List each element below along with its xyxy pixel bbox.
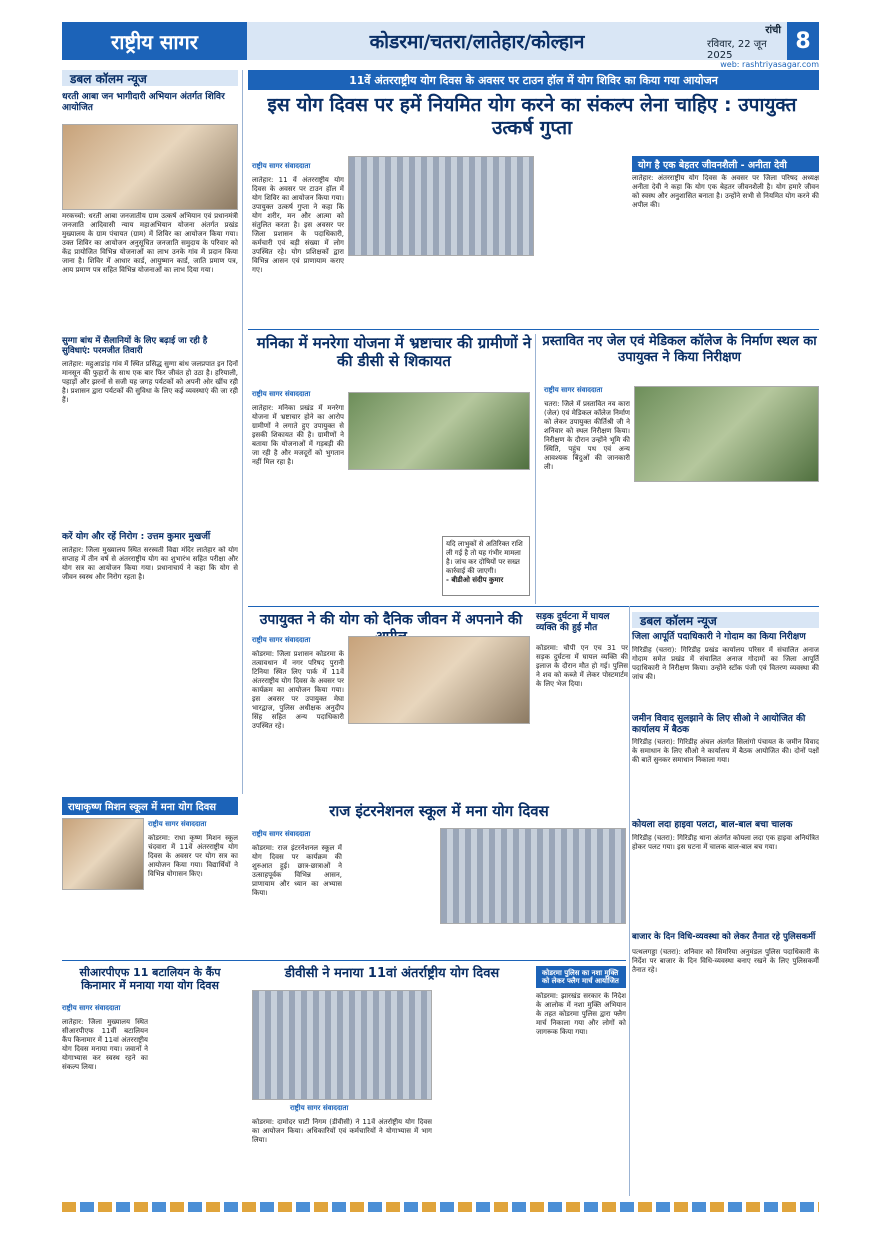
top-story-headline: इस योग दिवस पर हमें नियमित योग करने का संकल्प लेना चाहिए : उपायुक्त उत्कर्ष गुप्ता bbox=[267, 94, 797, 139]
police-body: कोडरमा: झारखंड सरकार के निदेश के आलोक में नशा मुक्ति अभियान के तहत कोडरमा पुलिस द्वारा फ्लैग मार्च निकाला गया और लोगों को जागरूक किया गया। bbox=[536, 992, 626, 1036]
dvc-photo bbox=[252, 990, 432, 1100]
dvc-byline: राष्ट्रीय सागर संवाददाता bbox=[290, 1104, 349, 1112]
mnrega-quote-text: यदि लाभुकों से अतिरिक्त राशि ली गई है तो यह गंभीर मामला है। जांच कर दोषियों पर सख्त कार्रवाई की जाएगी। bbox=[446, 540, 523, 575]
police-headline: कोडरमा पुलिस का नशा मुक्ति को लेकर फ्लैग मार्च आयोजित bbox=[536, 966, 626, 988]
mnrega-body-col2 bbox=[348, 472, 438, 602]
jail-byline: राष्ट्रीय सागर संवाददाता bbox=[544, 386, 603, 394]
mnrega-photo bbox=[348, 392, 530, 470]
accident-body: कोडरमा: चौपी एन एच 31 पर सड़क दुर्घटना में घायल व्यक्ति की इलाज के दौरान मौत हो गई। पुलिस ने शव को कब्जे में लेकर पोस्टमार्टम के लिए भेज दिया। bbox=[536, 644, 628, 688]
daily-yoga-body: कोडरमा: जिला प्रशासन कोडरमा के तत्वावधान में नगर परिषद पुरानी टिनिया स्थित लिए पार्क में 11वें अंतरराष्ट्रीय योग दिवस के अवसर पर कार्यक्रम का आयोजन किया गया। इस अवसर पर उपायुक्त मेघा भारद्वाज, पुलिस अधीक्षक अनुदीप सिंह सहित अन्य पदाधिकारी उपस्थित रहे। bbox=[252, 650, 344, 730]
radhakrishna-photo bbox=[62, 818, 144, 890]
story-dharti-aaba-headline: धरती आबा जन भागीदारी अभियान अंतर्गत शिविर आयोजित bbox=[62, 92, 225, 113]
radhakrishna-body-cont bbox=[62, 894, 238, 954]
right-section-label: डबल कॉलम न्यूज bbox=[632, 612, 819, 628]
top-story-body-continued bbox=[348, 258, 534, 326]
top-story-body: लातेहार: 11 वें अंतरराष्ट्रीय योग दिवस के अवसर पर टाउन हॉल में योग शिविर का आयोजन किया गया। उपायुक्त उत्कर्ष गुप्ता ने कहा कि योग शरीर, मन और आत्मा को संतुलित करता है। इस अवसर पर जिला प्रशासन के पदाधिकारी, कर्मचारी एवं बड़ी संख्या में लोग उपस्थित रहे। योग प्रशिक्षकों द्वारा विभिन्न आसन एवं प्राणायाम कराए गए। bbox=[252, 176, 344, 274]
top-story-sidebar-body: लातेहार: अंतरराष्ट्रीय योग दिवस के अवसर पर जिला परिषद अध्यक्ष अनीता देवी ने कहा कि योग एक बेहतर जीवनशैली है। योग हमारे जीवन को स्वस्थ और अनुशासित बनाता है। उन्होंने सभी से नियमित योग करने की अपील की। bbox=[632, 174, 819, 209]
daily-yoga-headline: उपायुक्त ने की योग को दैनिक जीवन में अपनाने की bbox=[259, 612, 523, 628]
story-sugga-body: लातेहार: महुआडांड़ गांव में स्थित प्रसिद्ध सुग्गा बांध जलप्रपात इन दिनों मानसून की फुहारों के साथ एक बार फिर जीवंत हो उठा है। हरियाली, पहाड़ों और झरनों से सजी यह जगह पर्यटकों को अपनी ओर खींच रही है। प्रशासन द्वारा पर्यटकों की सुविधा के लिए कई व्यवस्थाएं की जा रही हैं। bbox=[62, 360, 238, 404]
dvc-headline: डीवीसी ने मनाया 11वां अंतर्राष्ट्रीय योग दिवस bbox=[284, 966, 500, 981]
raj-school-body-col3 bbox=[440, 926, 626, 956]
mnrega-quote-by: - बीडीओ संदीप कुमार bbox=[446, 576, 504, 584]
mnrega-quote bbox=[442, 536, 530, 596]
hywa-headline: कोयला लदा हाइवा पलटा, बाल-बाल बचा चालक bbox=[632, 820, 793, 830]
dvc-body-col2 bbox=[436, 990, 532, 1196]
market-police-headline: बाजार के दिन विधि-व्यवस्था को लेकर तैनात रहे पुलिसकर्मी bbox=[632, 932, 816, 942]
top-story-byline: राष्ट्रीय सागर संवाददाता bbox=[252, 162, 311, 170]
date: रविवार, 22 जून 2025 bbox=[707, 38, 767, 61]
daily-yoga-byline: राष्ट्रीय सागर संवाददाता bbox=[252, 636, 311, 644]
top-story-banner: 11वें अंतरराष्ट्रीय योग दिवस के अवसर पर टाउन हॉल में योग शिविर का किया गया आयोजन bbox=[248, 70, 819, 90]
godown-body: गिरिडीह (चतरा): गिरिडीह प्रखंड कार्यालय परिसर में संचालित अनाज गोदाम समेत प्रखंड में संचालित अनाज गोदामों का जिला आपूर्ति पदाधिकारी ने निरीक्षण किया। उन्होंने स्टॉक पंजी एवं वितरण व्यवस्था की जांच की। bbox=[632, 646, 819, 681]
divider bbox=[248, 606, 819, 607]
jail-body-col2 bbox=[634, 486, 819, 602]
hywa-body: गिरिडीह (चतरा): गिरिडीह थाना अंतर्गत कोयला लदा एक हाइवा अनियंत्रित होकर पलट गया। इस घटना में चालक बाल-बाल बच गया। bbox=[632, 834, 819, 851]
radhakrishna-byline: राष्ट्रीय सागर संवाददाता bbox=[148, 820, 207, 828]
crpf-body-col2 bbox=[152, 1004, 238, 1196]
top-story-body-col3 bbox=[538, 156, 628, 326]
raj-school-byline: राष्ट्रीय सागर संवाददाता bbox=[252, 830, 311, 838]
daily-yoga-body-col2 bbox=[348, 726, 530, 786]
column-divider bbox=[242, 70, 243, 794]
godown-headline: जिला आपूर्ति पदाधिकारी ने गोदाम का किया निरीक्षण bbox=[632, 632, 806, 642]
jail-photo bbox=[634, 386, 819, 482]
radhakrishna-body: कोडरमा: राधा कृष्ण मिशन स्कूल चंदवारा में 11वें अंतरराष्ट्रीय योग दिवस के अवसर पर योग सत्र का आयोजन किया गया। विद्यार्थियों ने विभिन्न योगासन किए। bbox=[148, 834, 238, 878]
crpf-headline: सीआरपीएफ 11 बटालियन के कैंप किनामार में मनाया गया योग दिवस bbox=[79, 966, 221, 993]
mnrega-byline: राष्ट्रीय सागर संवाददाता bbox=[252, 390, 311, 398]
website: web: rashtriyasagar.com bbox=[720, 60, 819, 69]
story-yoga-nirog-headline: करें योग और रहें निरोग : उत्तम कुमार मुखर्जी bbox=[62, 532, 211, 542]
column-divider bbox=[629, 606, 630, 1196]
date-block bbox=[707, 22, 787, 60]
story-dharti-aaba-photo bbox=[62, 124, 238, 210]
divider bbox=[248, 329, 819, 330]
paper-name: राष्ट्रीय सागर bbox=[62, 22, 247, 60]
mnrega-headline: मनिका में मनरेगा योजना में भ्रष्टाचार की ग्रामीणों ने की डीसी से शिकायत bbox=[256, 334, 532, 370]
crpf-body: लातेहार: जिला मुख्यालय स्थित सीआरपीएफ 11वीं बटालियन कैंप किनामार में 11वां अंतरराष्ट्रीय योग दिवस मनाया गया। जवानों ने योगाभ्यास कर स्वस्थ रहने का संकल्प लिया। bbox=[62, 1018, 148, 1071]
top-story-sidebar-head: योग है एक बेहतर जीवनशैली - अनीता देवी bbox=[632, 156, 819, 172]
story-sugga-headline: सुग्गा बांध में सैलानियों के लिए बढ़ाई जा रही है सुविधाएं: परमजीत तिवारी bbox=[62, 336, 208, 357]
raj-school-photo bbox=[440, 828, 626, 924]
footer-decoration bbox=[62, 1202, 819, 1212]
raj-school-headline: राज इंटरनेशनल स्कूल में मना योग दिवस bbox=[329, 802, 549, 820]
radhakrishna-headline: राधाकृष्ण मिशन स्कूल में मना योग दिवस bbox=[62, 797, 238, 815]
crpf-byline: राष्ट्रीय सागर संवाददाता bbox=[62, 1004, 121, 1012]
dvc-body: कोडरमा: दामोदर घाटी निगम (डीवीसी) ने 11वें अंतर्राष्ट्रीय योग दिवस का आयोजन किया। अधिकारियों एवं कर्मचारियों ने योगाभ्यास में भाग लिया। bbox=[252, 1118, 432, 1144]
daily-yoga-photo bbox=[348, 636, 530, 724]
top-story-photo bbox=[348, 156, 534, 256]
story-yoga-nirog-body: लातेहार: जिला मुख्यालय स्थित सरस्वती विद्या मंदिर लातेहार को योग सप्ताह में तीन वर्ष से अंतरराष्ट्रीय योग का शुभारंभ सहित परीक्षा और योग सत्र का आयोजन किया गया। प्रधानाचार्य ने कहा कि योग से जीवन स्वस्थ और निरोग रहता है। bbox=[62, 546, 238, 581]
jail-body: चतरा: जिले में प्रस्तावित नव कारा (जेल) एवं मेडिकल कॉलेज निर्माण को लेकर उपायुक्त कीर्तिश्री जी ने शनिवार को स्थल निरीक्षण किया। निरीक्षण के दौरान उन्होंने भूमि की स्थिति, पहुंच पथ एवं अन्य आवश्यक बिंदुओं की जानकारी ली। bbox=[544, 400, 630, 471]
divider bbox=[62, 960, 626, 961]
page-number: 8 bbox=[787, 22, 819, 60]
mnrega-body: लातेहार: मनिका प्रखंड में मनरेगा योजना में भ्रष्टाचार होने का आरोप ग्रामीणों ने लगाते हुए उपायुक्त से इसकी शिकायत की है। ग्रामीणों ने बताया कि योजनाओं में गड़बड़ी की जा रही है और मजदूरों को भुगतान नहीं मिल रहा है। bbox=[252, 404, 344, 466]
left-section-label: डबल कॉलम न्यूज bbox=[62, 70, 238, 86]
jail-headline: प्रस्तावित नए जेल एवं मेडिकल कॉलेज के निर्माण स्थल का उपायुक्त ने किया निरीक्षण bbox=[542, 334, 817, 365]
raj-school-body-col2 bbox=[346, 828, 436, 956]
land-dispute-headline: जमीन विवाद सुलझाने के लिए सीओ ने आयोजित की कार्यालय में बैठक bbox=[632, 714, 806, 735]
market-police-body: पत्थलगड्डा (चतरा): शनिवार को सिमरिया अनुमंडल पुलिस पदाधिकारी के निर्देश पर बाजार के दिन विधि-व्यवस्था बनाए रखने के लिए पुलिसकर्मी तैनात रहे। bbox=[632, 948, 819, 974]
land-dispute-body: गिरिडीह (चतरा): गिरिडीह अंचल अंतर्गत सिलांगो पंचायत के जमीन विवाद के समाधान के लिए सीओ ने कार्यालय में बैठक आयोजित की। दोनों पक्षों की बातें सुनकर समाधान निकाला गया। bbox=[632, 738, 819, 764]
accident-headline: सड़क दुर्घटना में घायल व्यक्ति की हुई मौत bbox=[536, 612, 610, 633]
raj-school-body: कोडरमा: राज इंटरनेशनल स्कूल में योग दिवस पर कार्यक्रम की शुरुआत हुई। छात्र-छात्राओं ने उत्साहपूर्वक विभिन्न आसन, प्राणायाम और ध्यान का अभ्यास किया। bbox=[252, 844, 342, 897]
column-divider bbox=[535, 334, 536, 604]
section-title: कोडरमा/चतरा/लातेहार/कोल्हान bbox=[247, 22, 707, 60]
story-dharti-aaba-body: मरकच्चो: धरती आबा जनजातीय ग्राम उत्कर्ष अभियान एवं प्रधानमंत्री जनजाति आदिवासी न्याय महाअभियान योजना अंतर्गत प्रखंड मुख्यालय के ग्राम पंचायत (ग्राम) में शिविर का आयोजन किया गया। उक्त शिविर का आयोजन अनुसूचित जनजाति समुदाय के परिवार को केंद्र प्रायोजित विभिन्न योजनाओं का लाभ उनके गांव में प्रदान किया जाना है। शिविर में आधार कार्ड, आयुष्मान कार्ड, जाति प्रमाण पत्र, आय प्रमाण पत्र सहित विभिन्न योजनाओं का लाभ दिया गया। bbox=[62, 212, 238, 274]
city: रांची bbox=[765, 24, 781, 36]
